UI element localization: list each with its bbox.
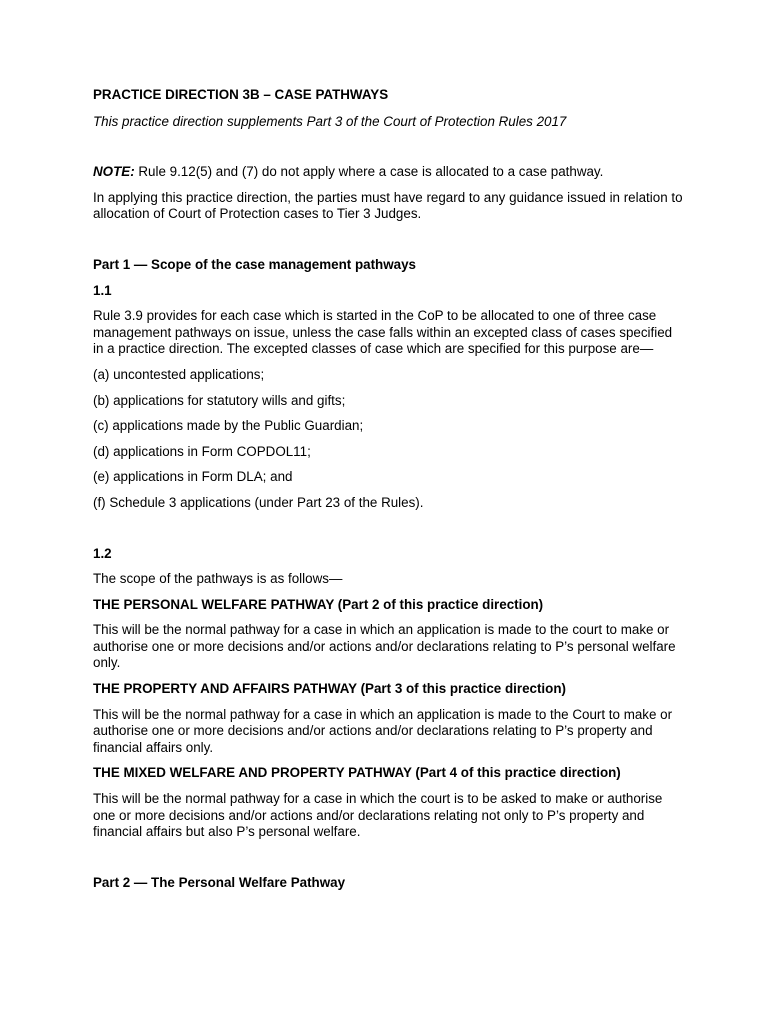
- section-1-2-number: 1.2: [93, 545, 112, 561]
- list-item: (f) Schedule 3 applications (under Part 23 of the Rules).: [93, 494, 424, 510]
- list-item: (c) applications made by the Public Guardian;: [93, 418, 364, 434]
- note-label: NOTE:: [93, 164, 135, 180]
- mixed-pathway-text: This will be the normal pathway for a case in which the court is to be asked to make or authorise one or more decisions and/or actions and/or declarations relating not only to P’s property and financial affairs but also P’s personal welfare.: [93, 791, 663, 840]
- list-item: (b) applications for statutory wills and gifts;: [93, 392, 346, 408]
- personal-welfare-pathway-text: This will be the normal pathway for a case in which an application is made to the court to make or authorise one or more decisions and/or actions and/or declarations relating to P’s personal welfare only.: [93, 622, 676, 671]
- document-title: PRACTICE DIRECTION 3B – CASE PATHWAYS: [93, 87, 389, 102]
- note-paragraph: [93, 164, 683, 181]
- list-item: (a) uncontested applications;: [93, 366, 265, 382]
- section-1-2-intro: The scope of the pathways is as follows—: [93, 571, 343, 587]
- list-item: (e) applications in Form DLA; and: [93, 469, 293, 485]
- section-1-1-number: 1.1: [93, 282, 112, 298]
- guidance-paragraph: In applying this practice direction, the parties must have regard to any guidance issued in relation to allocation of Court of Protection cases to Tier 3 Judges.: [93, 189, 683, 222]
- note-text: Rule 9.12(5) and (7) do not apply where a case is allocated to a case pathway.: [134, 164, 604, 180]
- excepted-classes-list: [93, 367, 683, 512]
- personal-welfare-pathway-heading: THE PERSONAL WELFARE PATHWAY (Part 2 of this practice direction): [93, 596, 544, 612]
- mixed-pathway-heading: THE MIXED WELFARE AND PROPERTY PATHWAY (Part 4 of this practice direction): [93, 765, 621, 781]
- property-affairs-pathway-heading: THE PROPERTY AND AFFAIRS PATHWAY (Part 3 of this practice direction): [93, 681, 566, 697]
- part-1-heading: Part 1 — Scope of the case management pathways: [93, 256, 416, 272]
- document-subtitle: This practice direction supplements Part 3 of the Court of Protection Rules 2017: [93, 113, 567, 129]
- list-item: (d) applications in Form COPDOL11;: [93, 443, 311, 459]
- property-affairs-pathway-text: This will be the normal pathway for a case in which an application is made to the Court to make or authorise one or more decisions and/or actions and/or declarations relating to P’s property and financial affairs only.: [93, 706, 673, 755]
- part-2-heading: Part 2 — The Personal Welfare Pathway: [93, 874, 346, 890]
- document-page: [93, 87, 683, 891]
- section-1-1-intro: Rule 3.9 provides for each case which is started in the CoP to be allocated to one of three case management pathways on issue, unless the case falls within an excepted class of cases specified in a practice direction. The excepted classes of case which are specified for this purpose are—: [93, 308, 673, 357]
